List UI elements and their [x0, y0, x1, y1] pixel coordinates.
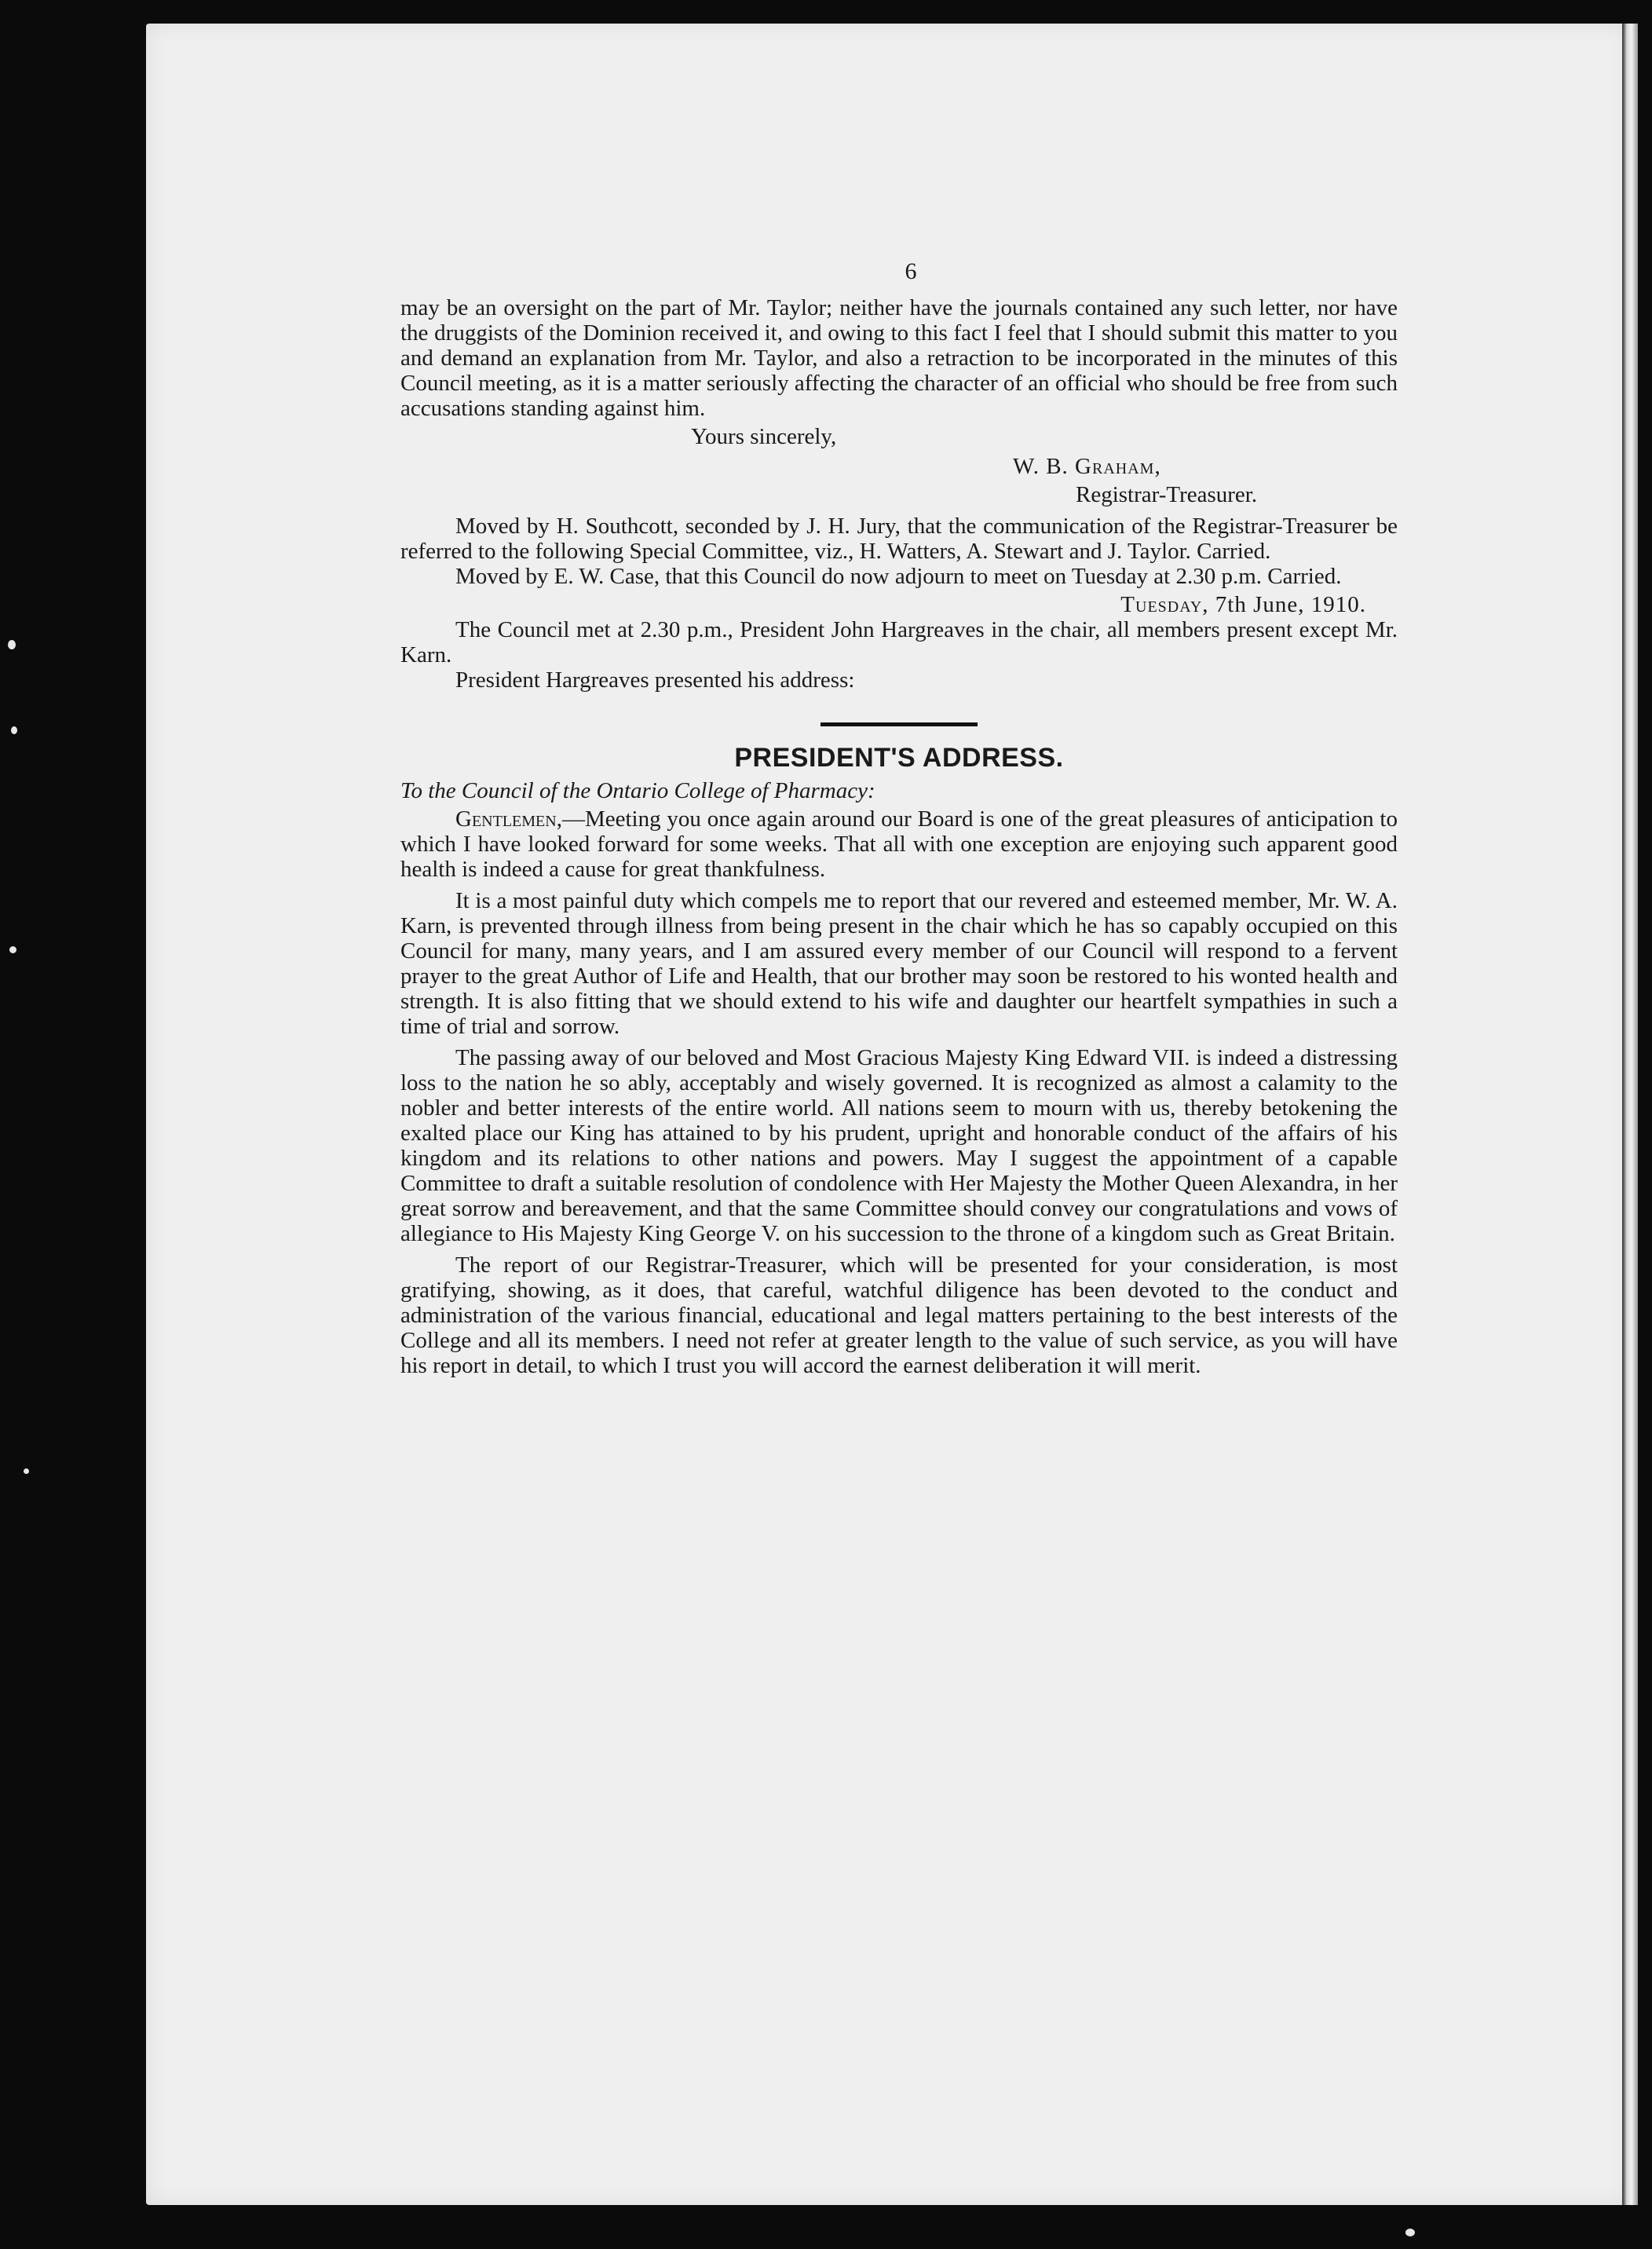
margin-speck [1405, 2229, 1415, 2236]
section-divider [821, 722, 978, 726]
document-text [400, 259, 1398, 1378]
margin-speck [24, 1468, 29, 1474]
address-paragraph: It is a most painful duty which compels me to report that our revered and esteemed member, Mr. W. A. Karn, is prevented through illness from being present in the chair which he has so capably occupied on this Council for many, many years, and I am assured every member of our Council will respond to a fervent prayer to the great Author of Life and Health, that our brother may soon be restored to his wonted health and strength. It is also fitting that we should extend to his wife and daughter our heartfelt sympathies in such a time of trial and sorrow. [400, 888, 1398, 1039]
address-intro: President Hargreaves presented his address: [455, 667, 855, 693]
meeting-date [400, 592, 1366, 617]
letter-continuation: may be an oversight on the part of Mr. Taylor; neither have the journals contained any such letter, nor have the druggists of the Dominion received it, and owing to this fact I feel that I should submit this matter to you and demand an explanation from Mr. Taylor, and also a retraction to be incorporated in the minutes of this Council meeting, as it is a matter seriously affecting the character of an official who should be free from such accusations standing against him. [400, 295, 1398, 421]
address-heading: PRESIDENT'S ADDRESS. [734, 743, 1064, 773]
page-number: 6 [905, 258, 917, 284]
margin-speck [8, 640, 16, 649]
address-paragraph [400, 806, 1398, 882]
motion-paragraph: Moved by H. Southcott, seconded by J. H. Jury, that the communication of the Registrar-Treasurer be referred to the following Special Committee, viz., H. Watters, A. Stewart and J. Taylor. Carried. [400, 514, 1398, 564]
address-paragraph-text: —Meeting you once again around our Board is one of the great pleasures of anticipation to which I have looked forward for some weeks. That all with one exception are enjoying such apparent good health is indeed a cause for great thankfulness. [400, 806, 1398, 882]
letter-closing: Yours sincerely, [691, 424, 837, 449]
greeting-word: Gentlemen, [455, 806, 562, 832]
signatory-title: Registrar-Treasurer. [1076, 482, 1258, 507]
margin-speck [11, 726, 17, 734]
binding-edge [1622, 24, 1638, 2205]
meeting-paragraph: The Council met at 2.30 p.m., President John Hargreaves in the chair, all members present except Mr. Karn. [400, 617, 1398, 667]
meeting-date-rest: 7th June, 1910. [1208, 592, 1366, 617]
address-paragraph: The report of our Registrar-Treasurer, which will be presented for your consideration, is most gratifying, showing, as it does, that careful, watchful diligence has been devoted to the conduct and administration of the various financial, educational and legal matters pertaining to the best interests of the College and all its members. I need not refer at greater length to the value of such service, as you will have his report in detail, to which I trust you will accord the earnest deliberation it will merit. [400, 1252, 1398, 1378]
address-salutation: To the Council of the Ontario College of Pharmacy: [400, 778, 875, 803]
address-paragraph: The passing away of our beloved and Most Gracious Majesty King Edward VII. is indeed a distressing loss to the nation he so ably, acceptably and wisely governed. It is recognized as almost a calamity to the nobler and better interests of the entire world. All nations seem to mourn with us, thereby betokening the exalted place our King has attained to by his prudent, upright and honorable conduct of the affairs of his kingdom and its relations to other nations and powers. May I suggest the appointment of a capable Committee to draft a suitable resolution of condolence with Her Majesty the Mother Queen Alexandra, in her great sorrow and bereavement, and that the same Committee should convey our congratulations and vows of allegiance to His Majesty King George V. on his succession to the throne of a kingdom such as Great Britain. [400, 1045, 1398, 1246]
motion-paragraph: Moved by E. W. Case, that this Council do now adjourn to meet on Tuesday at 2.30 p.m. Carried. [455, 564, 1342, 589]
meeting-date-day: Tuesday, [1120, 592, 1209, 617]
signatory-name: W. B. Graham, [1013, 454, 1161, 479]
margin-speck [9, 946, 16, 953]
